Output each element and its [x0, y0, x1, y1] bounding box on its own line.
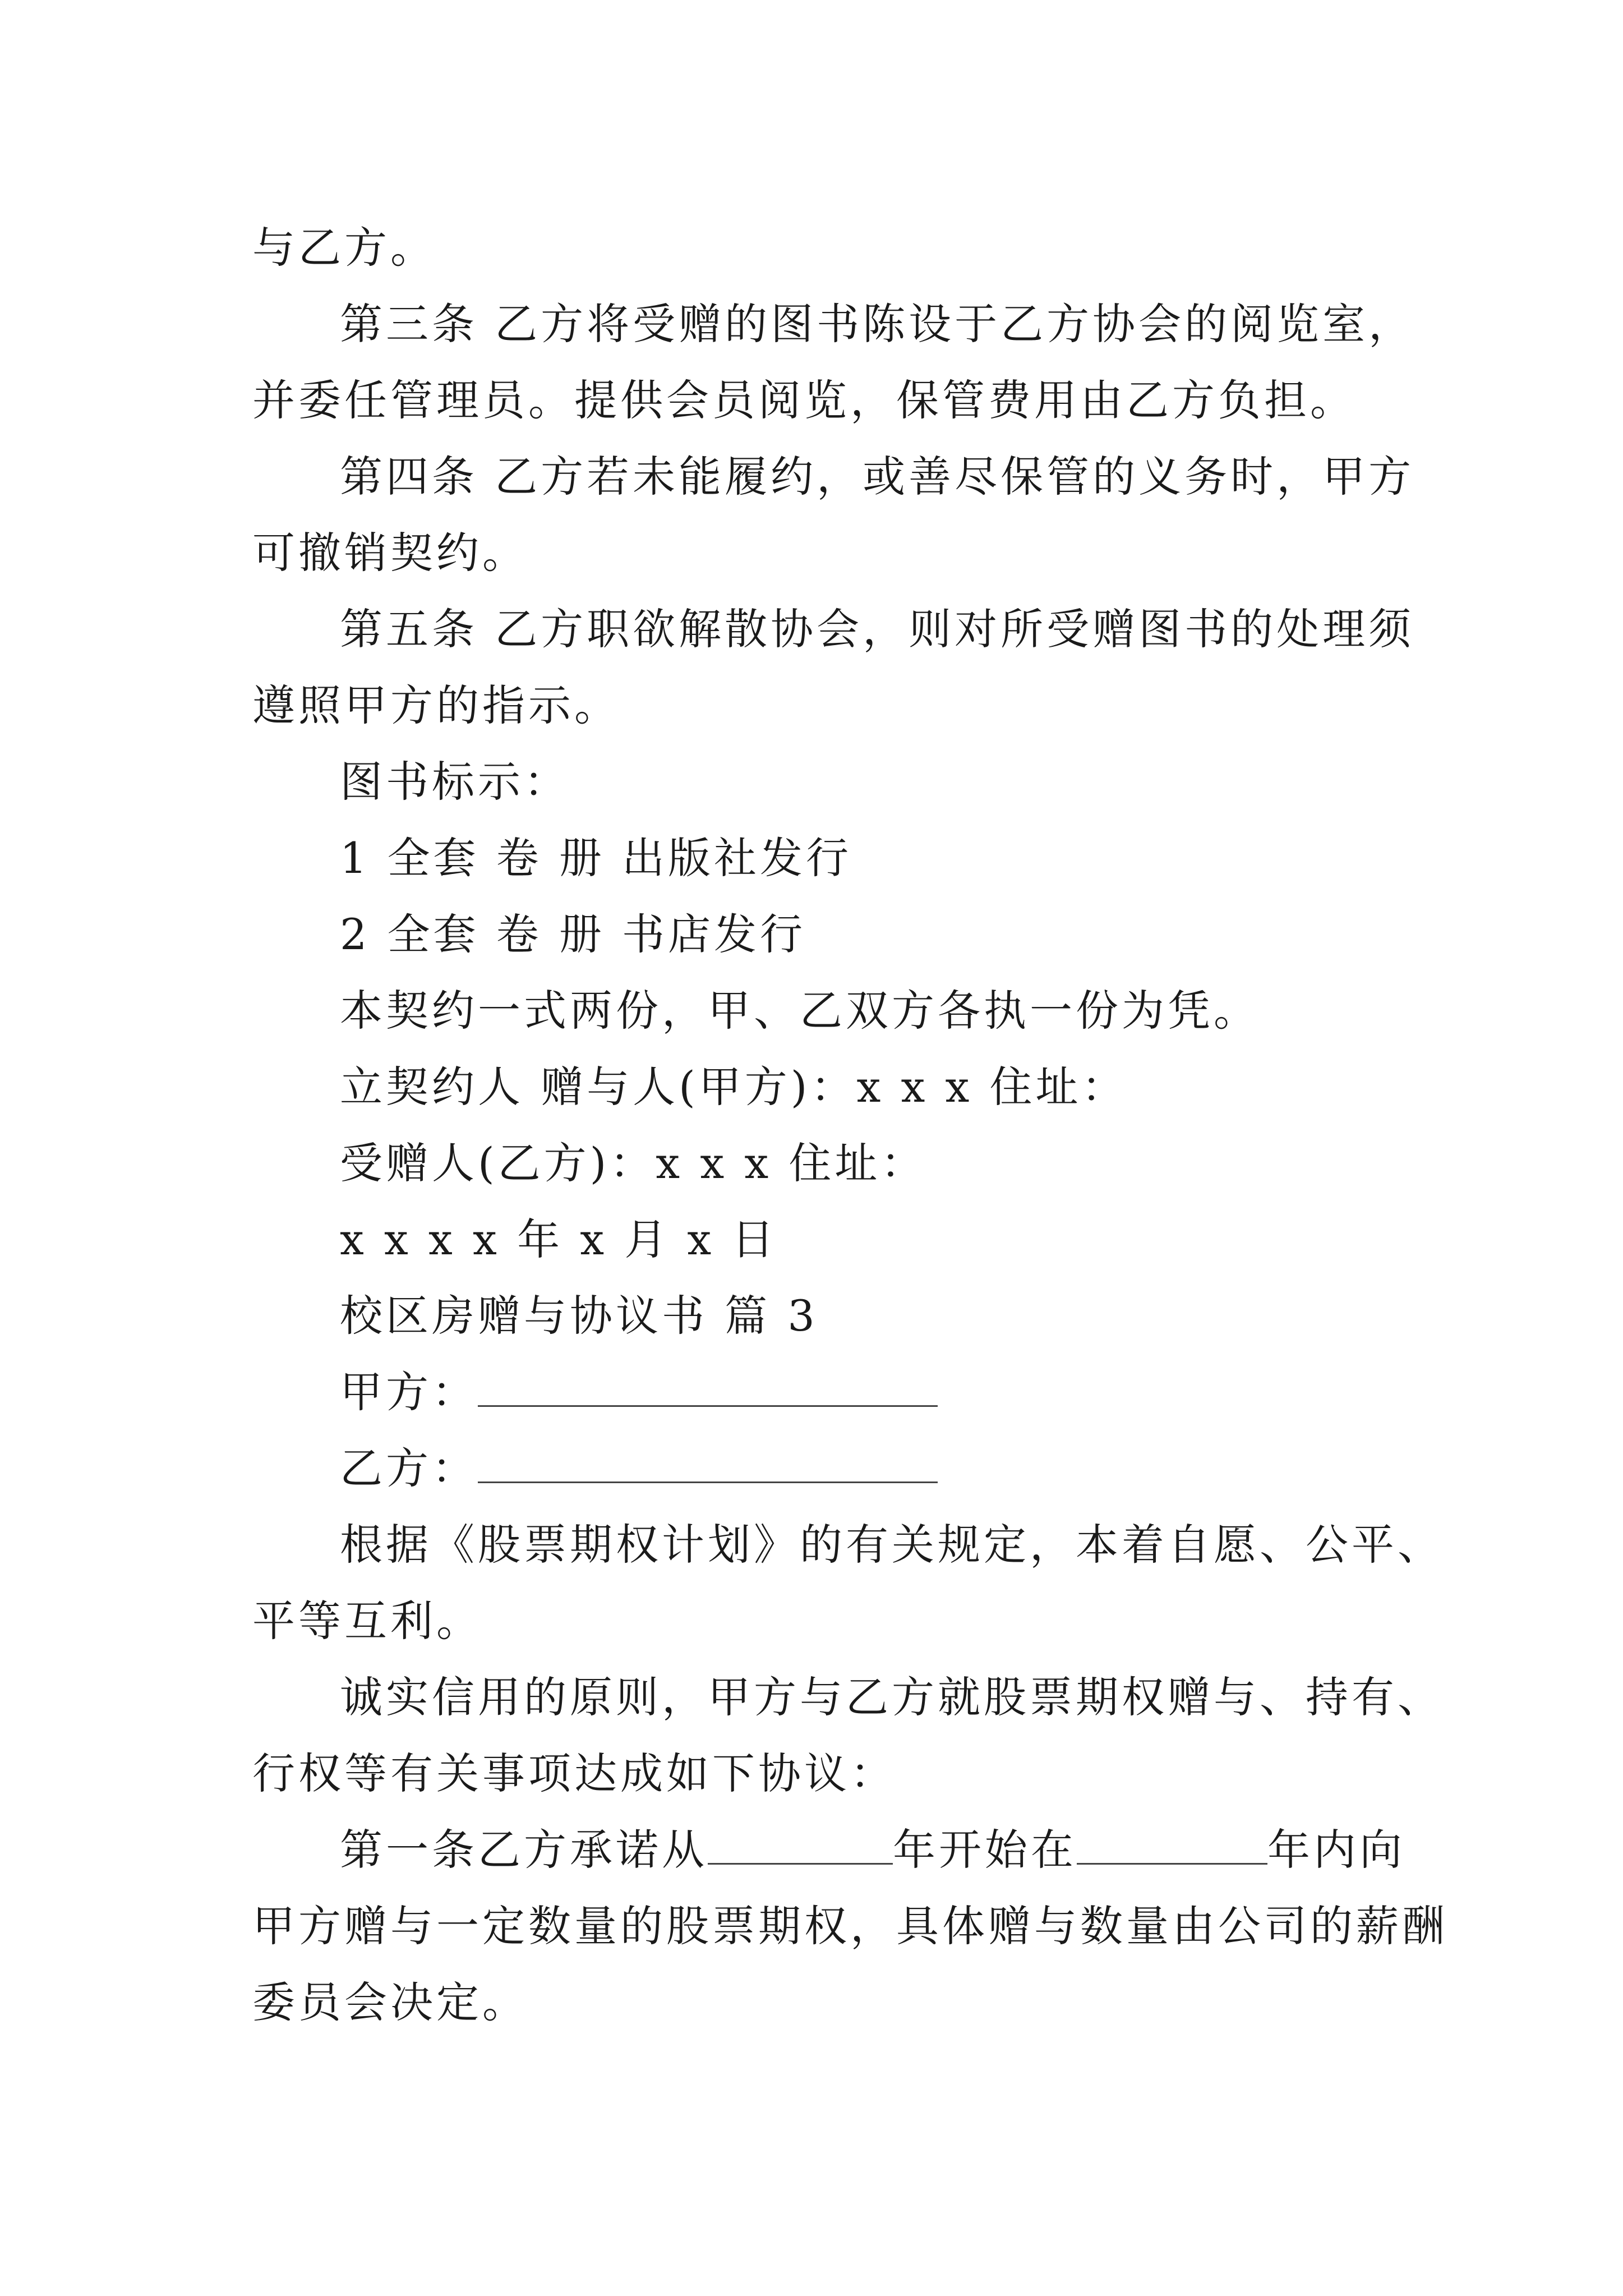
- text-line: 第五条 乙方职欲解散协会，则对所受赠图书的处理须: [340, 604, 1415, 654]
- text-line: 立契约人 赠与人(甲方)：x x x 住址：: [340, 1062, 1128, 1112]
- article-one-text-2: 年开始在: [893, 1825, 1077, 1875]
- article-one-text-3: 年内向: [1267, 1825, 1405, 1875]
- text-line: 第四条 乙方若未能履约，或善尽保管的义务时，甲方: [340, 452, 1415, 501]
- text-line: 受赠人(乙方)：x x x 住址：: [340, 1138, 927, 1188]
- party-a-blank: [478, 1366, 938, 1407]
- text-line: 甲方赠与一定数量的股票期权，具体赠与数量由公司的薪酬: [252, 1901, 1448, 1951]
- years-blank: [1077, 1824, 1267, 1865]
- section-title: 校区房赠与协议书 篇 3: [340, 1291, 818, 1341]
- text-line: 诚实信用的原则，甲方与乙方就股票期权赠与、持有、: [340, 1672, 1444, 1722]
- text-line: 2 全套 卷 册 书店发行: [340, 909, 806, 959]
- party-b-blank: [478, 1442, 938, 1483]
- text-line: 1 全套 卷 册 出版社发行: [340, 833, 852, 883]
- text-line: 第三条 乙方将受赠的图书陈设于乙方协会的阅览室，: [340, 299, 1415, 349]
- start-year-blank: [708, 1824, 893, 1865]
- party-b-label: 乙方：: [340, 1443, 478, 1493]
- party-a-label: 甲方：: [340, 1367, 478, 1417]
- text-line: 平等互利。: [252, 1596, 482, 1646]
- text-line: 根据《股票期权计划》的有关规定，本着自愿、公平、: [340, 1520, 1444, 1570]
- text-line: 与乙方。: [252, 223, 436, 273]
- text-line: 图书标示：: [340, 757, 570, 807]
- article-one-text: 第一条乙方承诺从: [340, 1825, 708, 1875]
- text-line: 可撤销契约。: [252, 528, 528, 578]
- text-line: x x x x 年 x 月 x 日: [340, 1214, 778, 1264]
- text-line: 本契约一式两份，甲、乙双方各执一份为凭。: [340, 986, 1260, 1036]
- text-line: 行权等有关事项达成如下协议：: [252, 1749, 896, 1798]
- party-a-line: [340, 1364, 938, 1420]
- article-one-line: [340, 1822, 1405, 1878]
- text-line: 委员会决定。: [252, 1977, 528, 2027]
- text-line: 并委任管理员。提供会员阅览，保管费用由乙方负担。: [252, 375, 1356, 425]
- text-line: 遵照甲方的指示。: [252, 680, 620, 730]
- party-b-line: [340, 1441, 938, 1497]
